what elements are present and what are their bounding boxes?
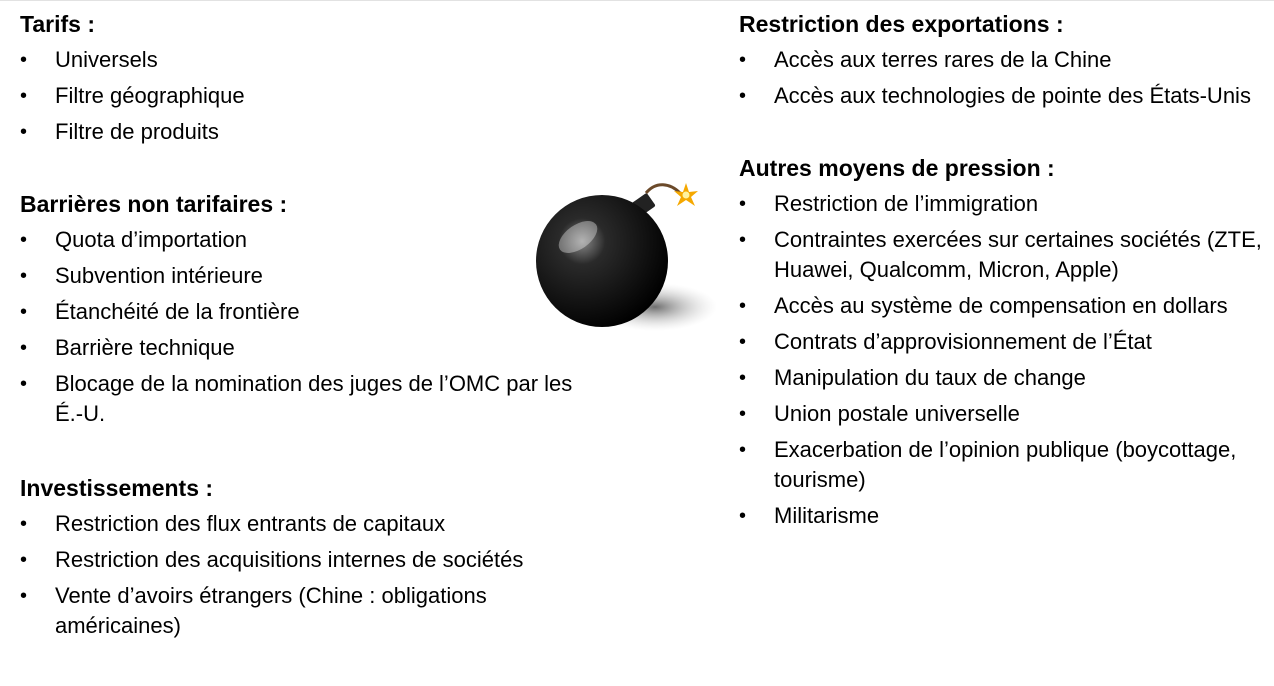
list-item: • Subvention intérieure bbox=[20, 261, 580, 291]
list-item: • Accès aux technologies de pointe des États-Unis bbox=[739, 81, 1269, 111]
list-item: • Restriction des acquisitions internes de sociétés bbox=[20, 545, 580, 575]
list-item: • Blocage de la nomination des juges de l’OMC par les É.-U. bbox=[20, 369, 580, 429]
list-item: • Contraintes exercées sur certaines sociétés (ZTE, Huawei, Qualcomm, Micron, Apple) bbox=[739, 225, 1269, 285]
list-item: • Restriction de l’immigration bbox=[739, 189, 1269, 219]
list-autres bbox=[739, 189, 1269, 531]
list-item: • Quota d’importation bbox=[20, 225, 580, 255]
list-tarifs bbox=[20, 45, 580, 147]
list-item: • Accès au système de compensation en dollars bbox=[739, 291, 1269, 321]
list-exportations bbox=[739, 45, 1269, 111]
list-item: • Étanchéité de la frontière bbox=[20, 297, 580, 327]
section-investissements bbox=[20, 473, 580, 641]
right-column bbox=[739, 9, 1269, 531]
list-item: • Filtre géographique bbox=[20, 81, 580, 111]
list-item: • Restriction des flux entrants de capitaux bbox=[20, 509, 580, 539]
section-tarifs bbox=[20, 9, 580, 147]
list-item: • Accès aux terres rares de la Chine bbox=[739, 45, 1269, 75]
section-barrieres bbox=[20, 189, 580, 429]
heading-investissements: Investissements : bbox=[20, 475, 214, 501]
list-item: • Union postale universelle bbox=[739, 399, 1269, 429]
bomb-icon bbox=[530, 179, 720, 339]
list-barrieres bbox=[20, 225, 580, 429]
heading-autres: Autres moyens de pression : bbox=[739, 155, 1055, 181]
list-item: • Militarisme bbox=[739, 501, 1269, 531]
list-investissements bbox=[20, 509, 580, 641]
heading-barrieres: Barrières non tarifaires : bbox=[20, 191, 288, 217]
list-item: • Manipulation du taux de change bbox=[739, 363, 1269, 393]
section-autres bbox=[739, 153, 1269, 531]
left-column bbox=[20, 9, 580, 641]
list-item: • Exacerbation de l’opinion publique (boycottage, tourisme) bbox=[739, 435, 1269, 495]
heading-exportations: Restriction des exportations : bbox=[739, 11, 1064, 37]
section-exportations bbox=[739, 9, 1269, 111]
list-item: • Vente d’avoirs étrangers (Chine : obligations américaines) bbox=[20, 581, 580, 641]
list-item: • Filtre de produits bbox=[20, 117, 580, 147]
list-item: • Universels bbox=[20, 45, 580, 75]
heading-tarifs: Tarifs : bbox=[20, 11, 95, 37]
list-item: • Barrière technique bbox=[20, 333, 580, 363]
list-item: • Contrats d’approvisionnement de l’État bbox=[739, 327, 1269, 357]
